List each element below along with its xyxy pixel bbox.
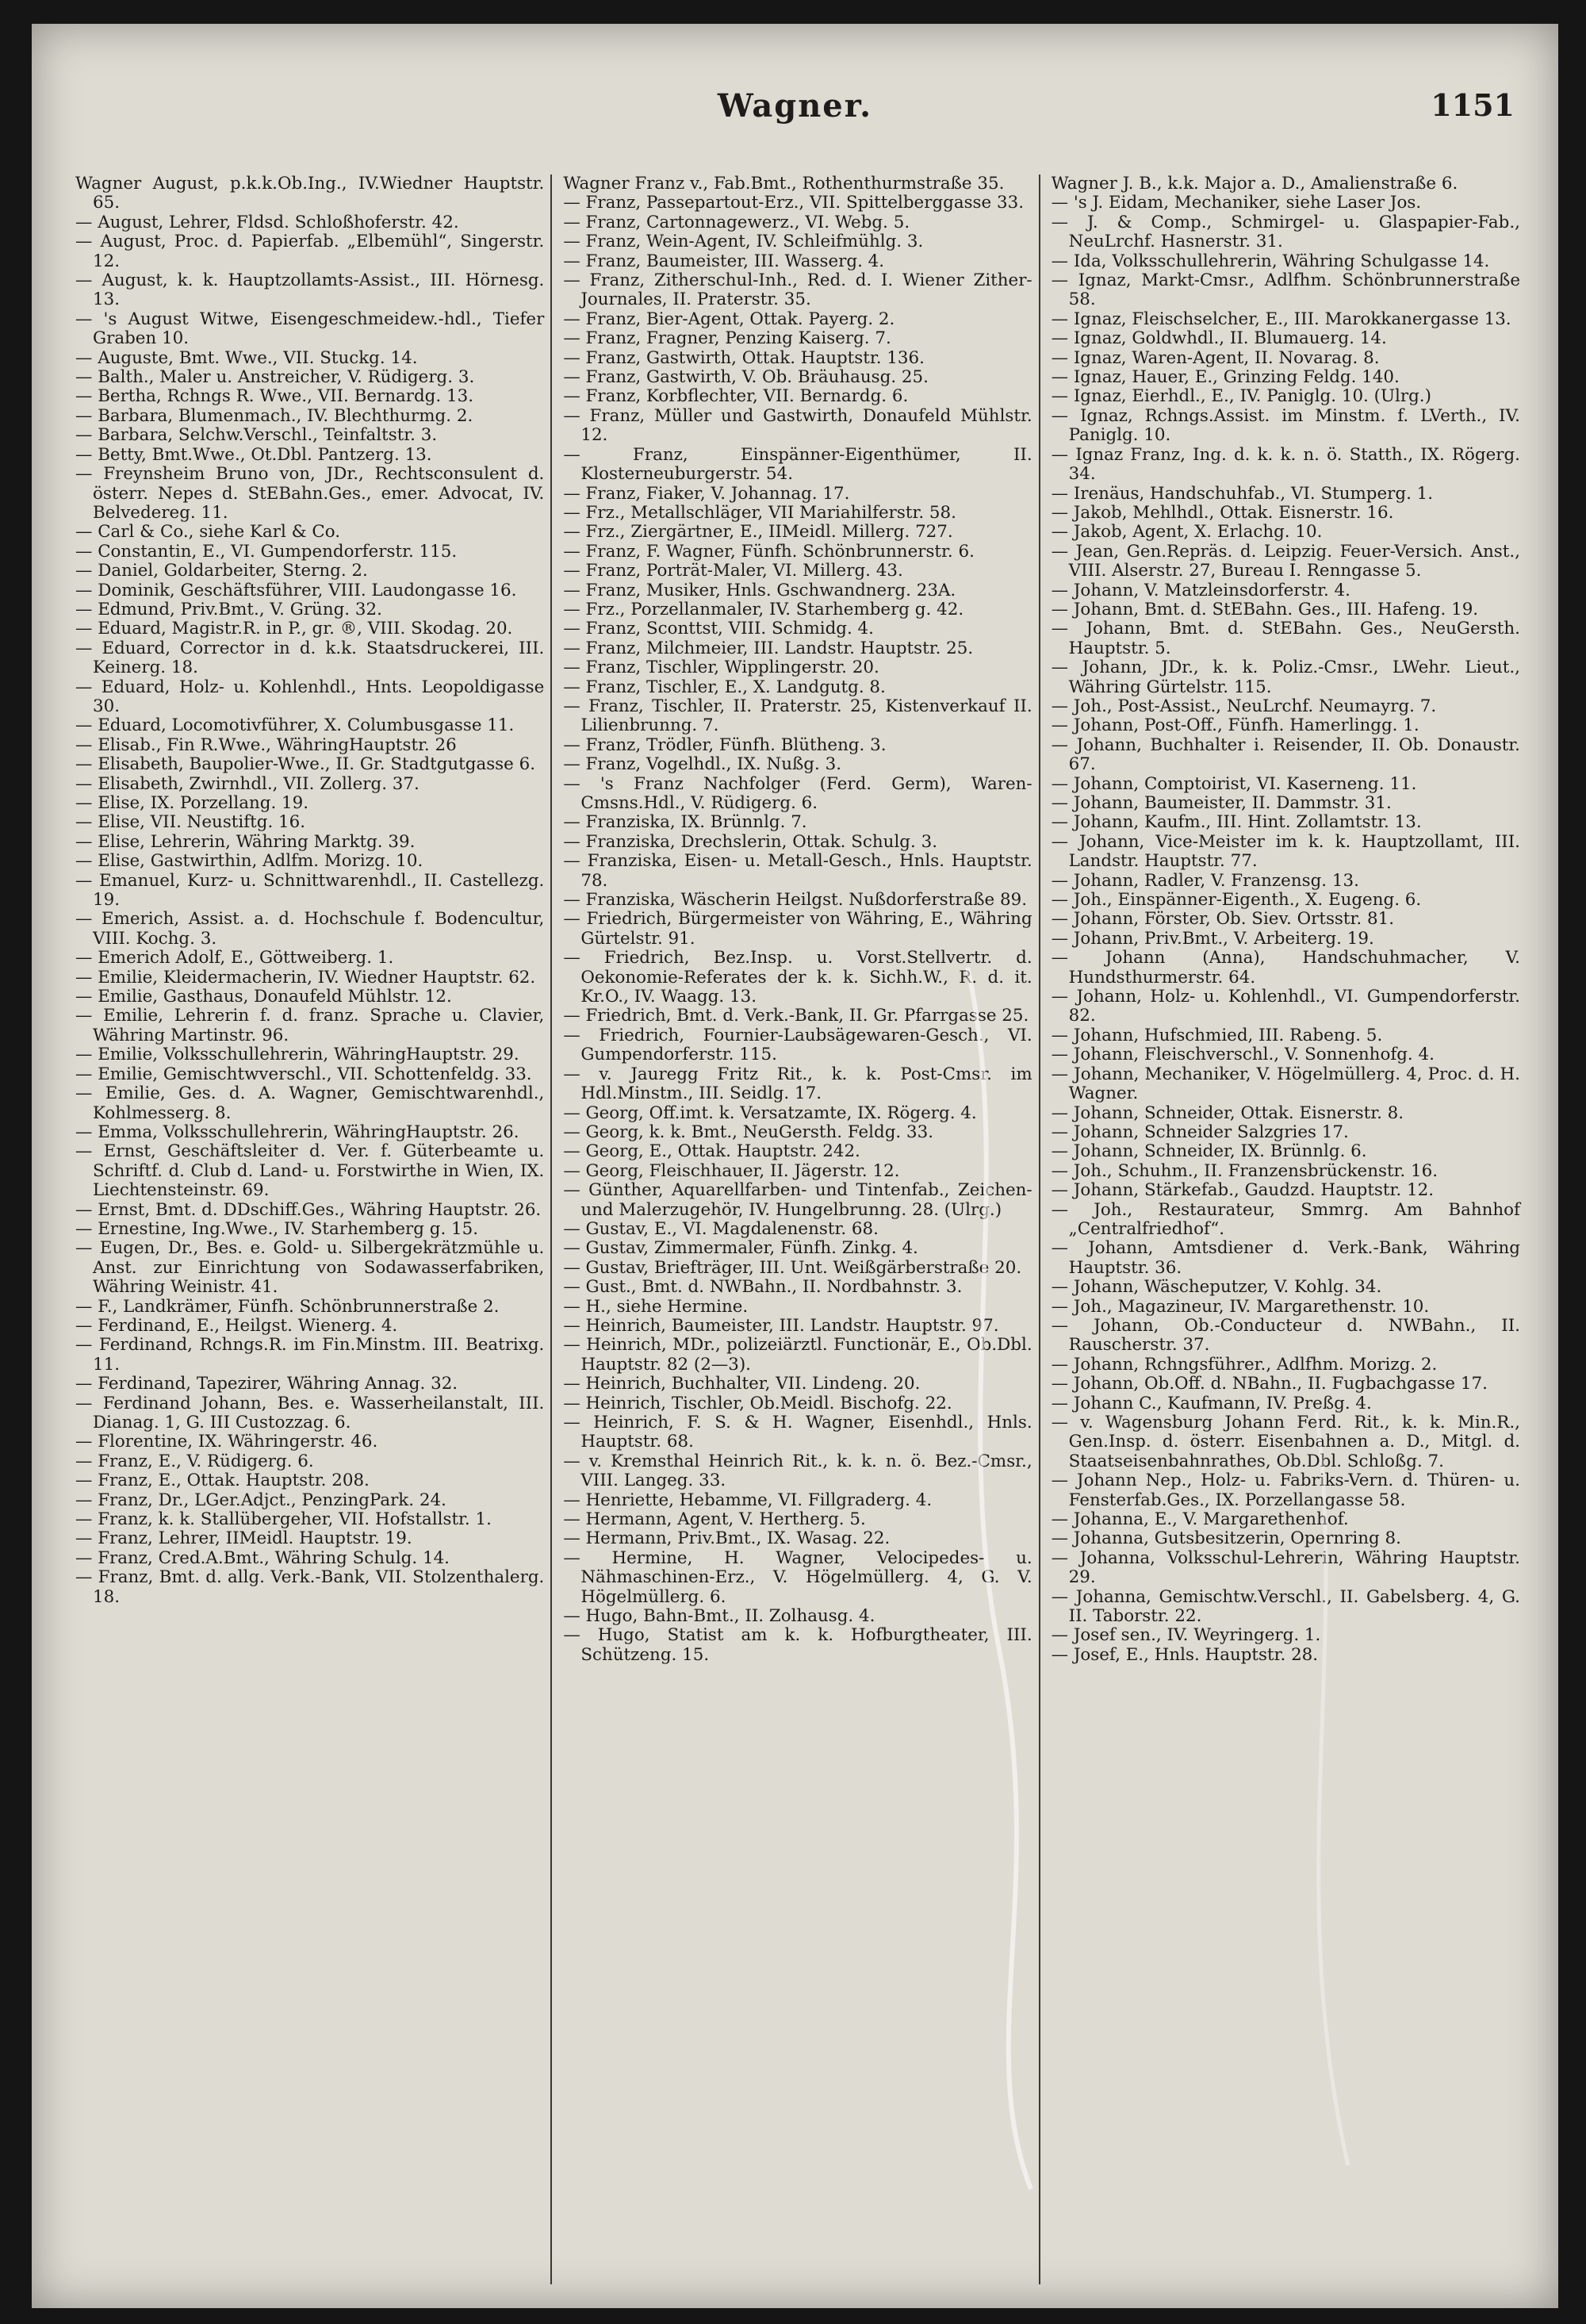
directory-entry: — Elise, Gastwirthin, Adlfm. Morizg. 10. xyxy=(75,851,423,872)
directory-entry: — Friedrich, Bmt. d. Verk.-Bank, II. Gr. Pfarrgasse 25. xyxy=(563,1006,1029,1026)
directory-entry: — Franz, Zitherschul-Inh., Red. d. I. Wiener Zither-Journales, II. Praterstr. 35. xyxy=(563,270,1032,310)
directory-entry: — Emilie, Lehrerin f. d. franz. Sprache u. Clavier, Währing Martinstr. 96. xyxy=(75,1006,545,1045)
directory-entry: — Gustav, E., VI. Magdalenenstr. 68. xyxy=(563,1218,879,1239)
page-number: 1151 xyxy=(1431,87,1515,123)
directory-column-3 xyxy=(1052,174,1527,2284)
directory-entry: — Hugo, Statist am k. k. Hofburgtheater, III. Schützeng. 15. xyxy=(563,1625,1032,1665)
directory-entry: — Ferdinand, Rchngs.R. im Fin.Minstm. III. Beatrixg. 11. xyxy=(75,1335,545,1375)
directory-entry: — Franz, Müller und Gastwirth, Donaufeld Mühlstr. 12. xyxy=(563,405,1032,446)
directory-entry: — Johann, Buchhalter i. Reisender, II. Ob. Donaustr. 67. xyxy=(1051,734,1520,775)
directory-entry: — Elisabeth, Baupolier-Wwe., II. Gr. Stadtgutgasse 6. xyxy=(75,754,536,775)
directory-entry: — Johann, Förster, Ob. Siev. Ortsstr. 81. xyxy=(1051,909,1394,930)
directory-entry: — Franz, Fragner, Penzing Kaiserg. 7. xyxy=(563,328,891,349)
directory-entry: — Ernestine, Ing.Wwe., IV. Starhemberg g. 15. xyxy=(75,1218,479,1239)
directory-entry: — Edmund, Priv.Bmt., V. Grüng. 32. xyxy=(75,599,382,619)
directory-entry: — Gustav, Zimmermaler, Fünfh. Zinkg. 4. xyxy=(563,1238,918,1259)
directory-entry: — Hermann, Priv.Bmt., IX. Wasag. 22. xyxy=(563,1528,891,1549)
directory-entry: — Elise, IX. Porzellang. 19. xyxy=(75,793,309,813)
directory-entry: — Johann, Ob.-Conducteur d. NWBahn., II. Rauscherstr. 37. xyxy=(1051,1315,1520,1356)
directory-entry: — Johann, Vice-Meister im k. k. Hauptzollamt, III. Landstr. Hauptstr. 77. xyxy=(1051,831,1520,872)
directory-entry: — Emerich, Assist. a. d. Hochschule f. Bodencultur, VIII. Kochg. 3. xyxy=(75,909,545,949)
page-title: Wagner. xyxy=(717,87,873,125)
directory-column-2 xyxy=(563,174,1040,2284)
directory-entry: — Franz, Tischler, II. Praterstr. 25, Kistenverkauf II. Lilienbrunng. 7. xyxy=(563,696,1032,736)
directory-entry: — Franz, Cred.A.Bmt., Währing Schulg. 14. xyxy=(75,1547,450,1568)
directory-entry: — Franz, Korbflechter, VII. Bernardg. 6. xyxy=(563,386,909,407)
directory-entry: — Friedrich, Fournier-Laubsägewaren-Gesch., VI. Gumpendorferstr. 115. xyxy=(563,1025,1032,1065)
directory-entry: — Gust., Bmt. d. NWBahn., II. Nordbahnstr. 3. xyxy=(563,1277,963,1298)
directory-entry: — Franz, Passepartout-Erz., VII. Spittelberggasse 33. xyxy=(563,193,1025,213)
directory-entry: — Florentine, IX. Währingerstr. 46. xyxy=(75,1432,378,1452)
directory-entry: — Ignaz, Markt-Cmsr., Adlfhm. Schönbrunnerstraße 58. xyxy=(1051,270,1520,310)
directory-entry: — Franziska, IX. Brünnlg. 7. xyxy=(563,812,807,833)
directory-entry: — Ignaz, Hauer, E., Grinzing Feldg. 140. xyxy=(1051,367,1400,388)
directory-entry: — Johann, Bmt. d. StEBahn. Ges., III. Hafeng. 19. xyxy=(1051,599,1479,619)
directory-entry: — Eduard, Locomotivführer, X. Columbusgasse 11. xyxy=(75,715,515,736)
directory-entry: — Joh., Restaurateur, Smmrg. Am Bahnhof „Centralfriedhof“. xyxy=(1051,1199,1520,1239)
directory-entry: — Georg, Off.imt. k. Versatzamte, IX. Rögerg. 4. xyxy=(563,1103,977,1123)
directory-entry: — Franz, Wein-Agent, IV. Schleifmühlg. 3. xyxy=(563,232,924,252)
directory-entry: — Frz., Porzellanmaler, IV. Starhemberg g. 42. xyxy=(563,599,964,619)
directory-entry: — Frz., Ziergärtner, E., IIMeidl. Millerg. 727. xyxy=(563,522,953,543)
directory-entry: — F., Landkrämer, Fünfh. Schönbrunnerstraße 2. xyxy=(75,1296,500,1317)
directory-entry: — Franz, Dr., LGer.Adjct., PenzingPark. 24. xyxy=(75,1490,446,1510)
directory-entry: — Franz, Vogelhdl., IX. Nußg. 3. xyxy=(563,754,842,775)
directory-entry: — Johanna, Volksschul-Lehrerin, Währing Hauptstr. 29. xyxy=(1051,1547,1520,1588)
directory-entry: — H., siehe Hermine. xyxy=(563,1296,749,1317)
directory-entry: — Ignaz, Fleischselcher, E., III. Marokkanergasse 13. xyxy=(1051,309,1511,329)
directory-entry: — Johann, Priv.Bmt., V. Arbeiterg. 19. xyxy=(1051,928,1374,949)
directory-column-1 xyxy=(75,174,552,2284)
directory-entry: — Johanna, Gemischtw.Verschl., II. Gabelsberg. 4, G. II. Taborstr. 22. xyxy=(1051,1586,1520,1627)
directory-entry: — Franz, k. k. Stallübergeher, VII. Hofstallstr. 1. xyxy=(75,1509,492,1530)
directory-entry: — Franz, Porträt-Maler, VI. Millerg. 43. xyxy=(563,561,903,581)
directory-entry: — Johann, Stärkefab., Gaudzd. Hauptstr. 12. xyxy=(1051,1180,1434,1201)
directory-entry: — Barbara, Blumenmach., IV. Blechthurmg. 2. xyxy=(75,405,473,426)
directory-entry: — Emilie, Gemischtwverschl., VII. Schottenfeldg. 33. xyxy=(75,1064,532,1084)
directory-entry: — Frz., Metallschläger, VII Mariahilferstr. 58. xyxy=(563,502,956,523)
directory-columns xyxy=(75,174,1527,2284)
directory-entry: — 's J. Eidam, Mechaniker, siehe Laser Jos. xyxy=(1051,193,1422,213)
directory-entry: — Eugen, Dr., Bes. e. Gold- u. Silbergekrätzmühle u. Anst. zur Einrichtung von Sodawasserfabriken, Währing Weinistr. 41. xyxy=(75,1238,545,1298)
directory-entry: — Johann, Wäscheputzer, V. Kohlg. 34. xyxy=(1051,1277,1382,1298)
directory-entry: — Johann, Comptoirist, VI. Kaserneng. 11. xyxy=(1051,773,1417,794)
directory-entry: — Irenäus, Handschuhfab., VI. Stumperg. 1. xyxy=(1051,483,1434,504)
directory-entry: — Ignaz, Eierhdl., E., IV. Paniglg. 10. (Ulrg.) xyxy=(1051,386,1431,407)
directory-entry: — Freynsheim Bruno von, JDr., Rechtsconsulent d. österr. Nepes d. StEBahn.Ges., emer. Advocat, IV. Belvedereg. 11. xyxy=(75,464,545,523)
directory-entry: — Franz, F. Wagner, Fünfh. Schönbrunnerstr. 6. xyxy=(563,541,975,562)
directory-entry: — Johann, Fleischverschl., V. Sonnenhofg. 4. xyxy=(1051,1045,1435,1065)
directory-entry: — Georg, Fleischhauer, II. Jägerstr. 12. xyxy=(563,1160,900,1181)
directory-entry: — August, k. k. Hauptzollamts-Assist., III. Hörnesg. 13. xyxy=(75,270,545,310)
directory-entry: — Emilie, Gasthaus, Donaufeld Mühlstr. 12. xyxy=(75,987,452,1007)
directory-entry: — Friedrich, Bürgermeister von Währing, E., Währing Gürtelstr. 91. xyxy=(563,909,1032,949)
directory-entry: — Heinrich, MDr., polizeiärztl. Functionär, E., Ob.Dbl. Hauptstr. 82 (2—3). xyxy=(563,1335,1032,1375)
directory-entry: — Daniel, Goldarbeiter, Sterng. 2. xyxy=(75,561,368,581)
directory-entry: — Dominik, Geschäftsführer, VIII. Laudongasse 16. xyxy=(75,580,517,600)
directory-entry: — Johann, V. Matzleinsdorferstr. 4. xyxy=(1051,580,1350,600)
directory-entry: — Günther, Aquarellfarben- und Tintenfab., Zeichen- und Malerzugehör, IV. Hungelbrunng. 28. (Ulrg.) xyxy=(563,1180,1032,1220)
directory-entry: — v. Kremsthal Heinrich Rit., k. k. n. ö. Bez.-Cmsr., VIII. Langeg. 33. xyxy=(563,1451,1032,1491)
directory-entry: — Ignaz, Goldwhdl., II. Blumauerg. 14. xyxy=(1051,328,1387,349)
directory-entry: — Franz, Lehrer, IIMeidl. Hauptstr. 19. xyxy=(75,1528,412,1549)
directory-entry: — Joh., Magazineur, IV. Margarethenstr. 10. xyxy=(1051,1296,1430,1317)
directory-entry: — 's August Witwe, Eisengeschmeidew.-hdl., Tiefer Graben 10. xyxy=(75,309,545,349)
directory-entry: — Heinrich, Tischler, Ob.Meidl. Bischofg. 22. xyxy=(563,1393,952,1413)
directory-entry: — Gustav, Briefträger, III. Unt. Weißgärberstraße 20. xyxy=(563,1257,1022,1278)
directory-entry: — Emilie, Volksschullehrerin, WähringHauptstr. 29. xyxy=(75,1045,519,1065)
directory-entry: — Ignaz, Rchngs.Assist. im Minstm. f. LVerth., IV. Paniglg. 10. xyxy=(1051,405,1520,446)
directory-entry: — Johann C., Kaufmann, IV. Preßg. 4. xyxy=(1051,1393,1372,1413)
directory-entry: — Johann, JDr., k. k. Poliz.-Cmsr., LWehr. Lieut., Währing Gürtelstr. 115. xyxy=(1051,658,1520,697)
directory-entry: — Franz, Trödler, Fünfh. Blütheng. 3. xyxy=(563,734,887,755)
directory-entry: — Johann, Schneider, IX. Brünnlg. 6. xyxy=(1051,1141,1367,1162)
directory-entry: — Johanna, E., V. Margarethenhof. xyxy=(1051,1509,1349,1530)
directory-entry: — Betty, Bmt.Wwe., Ot.Dbl. Pantzerg. 13. xyxy=(75,444,432,465)
directory-entry: — Franz, Tischler, Wipplingerstr. 20. xyxy=(563,658,879,678)
directory-entry: — Ferdinand, Tapezirer, Währing Annag. 32. xyxy=(75,1374,458,1394)
directory-entry: — Johann, Schneider, Ottak. Eisnerstr. 8. xyxy=(1051,1103,1404,1123)
directory-entry: — Barbara, Selchw.Verschl., Teinfaltstr. 3. xyxy=(75,425,438,446)
directory-entry: — Jakob, Mehlhdl., Ottak. Eisnerstr. 16. xyxy=(1051,502,1394,523)
directory-entry: — Hugo, Bahn-Bmt., II. Zolhausg. 4. xyxy=(563,1606,875,1627)
directory-entry: — Heinrich, Baumeister, III. Landstr. Hauptstr. 97. xyxy=(563,1315,999,1336)
directory-entry: — Jean, Gen.Repräs. d. Leipzig. Feuer-Versich. Anst., VIII. Alserstr. 27, Bureau I. Renngasse 5. xyxy=(1051,541,1520,581)
directory-entry: — Eduard, Corrector in d. k.k. Staatsdruckerei, III. Keinerg. 18. xyxy=(75,638,545,678)
directory-entry: Wagner J. B., k.k. Major a. D., Amalienstraße 6. xyxy=(1051,174,1458,194)
directory-entry: — Elise, VII. Neustiftg. 16. xyxy=(75,812,306,833)
directory-entry: — Ernst, Geschäftsleiter d. Ver. f. Güterbeamte u. Schriftf. d. Club d. Land- u. Forstwirthe in Wien, IX. Liechtensteinstr. 69. xyxy=(75,1141,545,1201)
directory-entry: — Franziska, Wäscherin Heilgst. Nußdorferstraße 89. xyxy=(563,890,1027,911)
directory-entry: — Jakob, Agent, X. Erlachg. 10. xyxy=(1051,522,1323,543)
directory-entry: — Constantin, E., VI. Gumpendorferstr. 115. xyxy=(75,541,458,562)
directory-entry: — Ida, Volksschullehrerin, Währing Schulgasse 14. xyxy=(1051,251,1490,271)
directory-entry: — Carl & Co., siehe Karl & Co. xyxy=(75,522,341,543)
directory-entry: — Johann, Mechaniker, V. Högelmüllerg. 4, Proc. d. H. Wagner. xyxy=(1051,1064,1520,1104)
directory-entry: — Johann, Kaufm., III. Hint. Zollamtstr. 13. xyxy=(1051,812,1422,833)
directory-entry: — Franziska, Eisen- u. Metall-Gesch., Hnls. Hauptstr. 78. xyxy=(563,851,1032,891)
directory-entry: — Josef, E., Hnls. Hauptstr. 28. xyxy=(1051,1644,1319,1665)
directory-entry: — Franz, Gastwirth, V. Ob. Bräuhausg. 25. xyxy=(563,367,929,388)
directory-entry: — Franz, Bmt. d. allg. Verk.-Bank, VII. Stolzenthalerg. 18. xyxy=(75,1567,545,1607)
directory-entry: — Bertha, Rchngs R. Wwe., VII. Bernardg. 13. xyxy=(75,386,473,407)
directory-entry: Wagner Franz v., Fab.Bmt., Rothenthurmstraße 35. xyxy=(563,174,1005,194)
directory-entry: — Henriette, Hebamme, VI. Fillgraderg. 4. xyxy=(563,1490,933,1510)
directory-entry: — Joh., Schuhm., II. Franzensbrückenstr. 16. xyxy=(1051,1160,1439,1181)
directory-entry: — Franz, Einspänner-Eigenthümer, II. Klosterneuburgerstr. 54. xyxy=(563,444,1032,485)
directory-entry: — Franziska, Drechslerin, Ottak. Schulg. 3. xyxy=(563,831,937,852)
directory-entry: — v. Wagensburg Johann Ferd. Rit., k. k. Min.R., Gen.Insp. d. österr. Eisenbahnen a. D., Mitgl. d. Staatseisenbahnrathes, Ob.Dbl. Schloßg. 7. xyxy=(1051,1413,1520,1471)
directory-entry: — Balth., Maler u. Anstreicher, V. Rüdigerg. 3. xyxy=(75,367,475,388)
directory-entry: — Joh., Einspänner-Eigenth., X. Eugeng. 6. xyxy=(1051,890,1422,911)
directory-entry: — Johann, Post-Off., Fünfh. Hamerlingg. 1. xyxy=(1051,715,1419,736)
directory-entry: — Ferdinand Johann, Bes. e. Wasserheilanstalt, III. Dianag. 1, G. III Custozzag. 6. xyxy=(75,1393,545,1432)
directory-entry: — Franz, Tischler, E., X. Landgutg. 8. xyxy=(563,677,886,697)
directory-entry: — Elise, Lehrerin, Währing Marktg. 39. xyxy=(75,831,416,852)
directory-entry: — Franz, Gastwirth, Ottak. Hauptstr. 136. xyxy=(563,347,925,368)
directory-entry: — Heinrich, F. S. & H. Wagner, Eisenhdl., Hnls. Hauptstr. 68. xyxy=(563,1413,1032,1452)
directory-entry: — v. Jauregg Fritz Rit., k. k. Post-Cmsr. im Hdl.Minstm., III. Seidlg. 17. xyxy=(563,1064,1032,1104)
directory-entry: — Ignaz Franz, Ing. d. k. k. n. ö. Statth., IX. Rögerg. 34. xyxy=(1051,444,1520,485)
directory-entry: — Franz, Milchmeier, III. Landstr. Hauptstr. 25. xyxy=(563,638,974,658)
directory-entry: — Franz, Sconttst, VIII. Schmidg. 4. xyxy=(563,619,874,639)
directory-entry: — Johann, Radler, V. Franzensg. 13. xyxy=(1051,870,1359,891)
directory-entry: — Franz, Baumeister, III. Wasserg. 4. xyxy=(563,251,885,271)
directory-entry: — Eduard, Magistr.R. in P., gr. ®, VIII. Skodag. 20. xyxy=(75,619,513,639)
directory-entry: — Franz, E., V. Rüdigerg. 6. xyxy=(75,1451,314,1471)
directory-entry: — Emanuel, Kurz- u. Schnittwarenhdl., II. Castellezg. 19. xyxy=(75,870,545,911)
directory-entry: Wagner August, p.k.k.Ob.Ing., IV.Wiedner Hauptstr. 65. xyxy=(75,174,545,213)
directory-entry: — Friedrich, Bez.Insp. u. Vorst.Stellvertr. d. Oekonomie-Referates der k. k. Sichh.W., R. d. it. Kr.O., IV. Waagg. 13. xyxy=(563,948,1032,1007)
directory-entry: — Franz, Cartonnagewerz., VI. Webg. 5. xyxy=(563,212,910,232)
directory-entry: — Johann (Anna), Handschuhmacher, V. Hundsthurmerstr. 64. xyxy=(1051,948,1520,988)
directory-entry: — Emerich Adolf, E., Göttweiberg. 1. xyxy=(75,948,394,968)
directory-entry: — 's Franz Nachfolger (Ferd. Germ), Waren-Cmsns.Hdl., V. Rüdigerg. 6. xyxy=(563,773,1032,813)
directory-entry: — Emma, Volksschullehrerin, WähringHauptstr. 26. xyxy=(75,1122,519,1142)
directory-entry: — Georg, E., Ottak. Hauptstr. 242. xyxy=(563,1141,860,1162)
directory-entry: — August, Proc. d. Papierfab. „Elbemühl“, Singerstr. 12. xyxy=(75,232,545,271)
directory-entry: — Hermann, Agent, V. Hertherg. 5. xyxy=(563,1509,866,1530)
directory-entry: — Elisab., Fin R.Wwe., WähringHauptstr. 26 xyxy=(75,734,457,755)
directory-entry: — Georg, k. k. Bmt., NeuGersth. Feldg. 33. xyxy=(563,1122,934,1142)
directory-entry: — Emilie, Kleidermacherin, IV. Wiedner Hauptstr. 62. xyxy=(75,967,536,988)
directory-entry: — Franz, Bier-Agent, Ottak. Payerg. 2. xyxy=(563,309,895,329)
directory-entry: — Hermine, H. Wagner, Velocipedes- u. Nähmaschinen-Erz., V. Högelmüllerg. 4, G. V. Högelmüllerg. 6. xyxy=(563,1547,1032,1607)
directory-entry: — Franz, Musiker, Hnls. Gschwandnerg. 23A. xyxy=(563,580,956,600)
directory-page xyxy=(32,24,1558,2308)
directory-entry: — Joh., Post-Assist., NeuLrchf. Neumayrg. 7. xyxy=(1051,696,1437,716)
directory-entry: — Johann, Hufschmied, III. Rabeng. 5. xyxy=(1051,1025,1383,1045)
directory-entry: — Johann, Ob.Off. d. NBahn., II. Fugbachgasse 17. xyxy=(1051,1374,1488,1394)
directory-entry: — Johann, Holz- u. Kohlenhdl., VI. Gumpendorferstr. 82. xyxy=(1051,987,1520,1026)
directory-entry: — Auguste, Bmt. Wwe., VII. Stuckg. 14. xyxy=(75,347,418,368)
directory-entry: — Johann, Schneider Salzgries 17. xyxy=(1051,1122,1349,1142)
directory-entry: — Johann, Amtsdiener d. Verk.-Bank, Währing Hauptstr. 36. xyxy=(1051,1238,1520,1278)
directory-entry: — Franz, Fiaker, V. Johannag. 17. xyxy=(563,483,850,504)
directory-entry: — Elisabeth, Zwirnhdl., VII. Zollerg. 37. xyxy=(75,773,419,794)
directory-entry: — J. & Comp., Schmirgel- u. Glaspapier-Fab., NeuLrchf. Hasnerstr. 31. xyxy=(1051,212,1520,252)
directory-entry: — Ernst, Bmt. d. DDschiff.Ges., Währing Hauptstr. 26. xyxy=(75,1199,542,1220)
directory-entry: — Heinrich, Buchhalter, VII. Lindeng. 20. xyxy=(563,1374,921,1394)
page-header xyxy=(32,87,1558,159)
directory-entry: — Johann, Bmt. d. StEBahn. Ges., NeuGersth. Hauptstr. 5. xyxy=(1051,619,1520,658)
directory-entry: — August, Lehrer, Fldsd. Schloßhoferstr. 42. xyxy=(75,212,459,232)
directory-entry: — Franz, E., Ottak. Hauptstr. 208. xyxy=(75,1471,370,1491)
directory-entry: — Emilie, Ges. d. A. Wagner, Gemischtwarenhdl., Kohlmesserg. 8. xyxy=(75,1083,545,1123)
directory-entry: — Johann, Baumeister, II. Dammstr. 31. xyxy=(1051,793,1392,813)
directory-entry: — Johann Nep., Holz- u. Fabriks-Vern. d. Thüren- u. Fensterfab.Ges., IX. Porzellangasse 58. xyxy=(1051,1471,1520,1510)
directory-entry: — Johanna, Gutsbesitzerin, Opernring 8. xyxy=(1051,1528,1401,1549)
directory-entry: — Josef sen., IV. Weyringerg. 1. xyxy=(1051,1625,1321,1646)
directory-entry: — Eduard, Holz- u. Kohlenhdl., Hnts. Leopoldigasse 30. xyxy=(75,677,545,716)
directory-entry: — Johann, Rchngsführer., Adlfhm. Morizg. 2. xyxy=(1051,1354,1438,1375)
directory-entry: — Ferdinand, E., Heilgst. Wienerg. 4. xyxy=(75,1315,398,1336)
directory-entry: — Ignaz, Waren-Agent, II. Novarag. 8. xyxy=(1051,347,1380,368)
